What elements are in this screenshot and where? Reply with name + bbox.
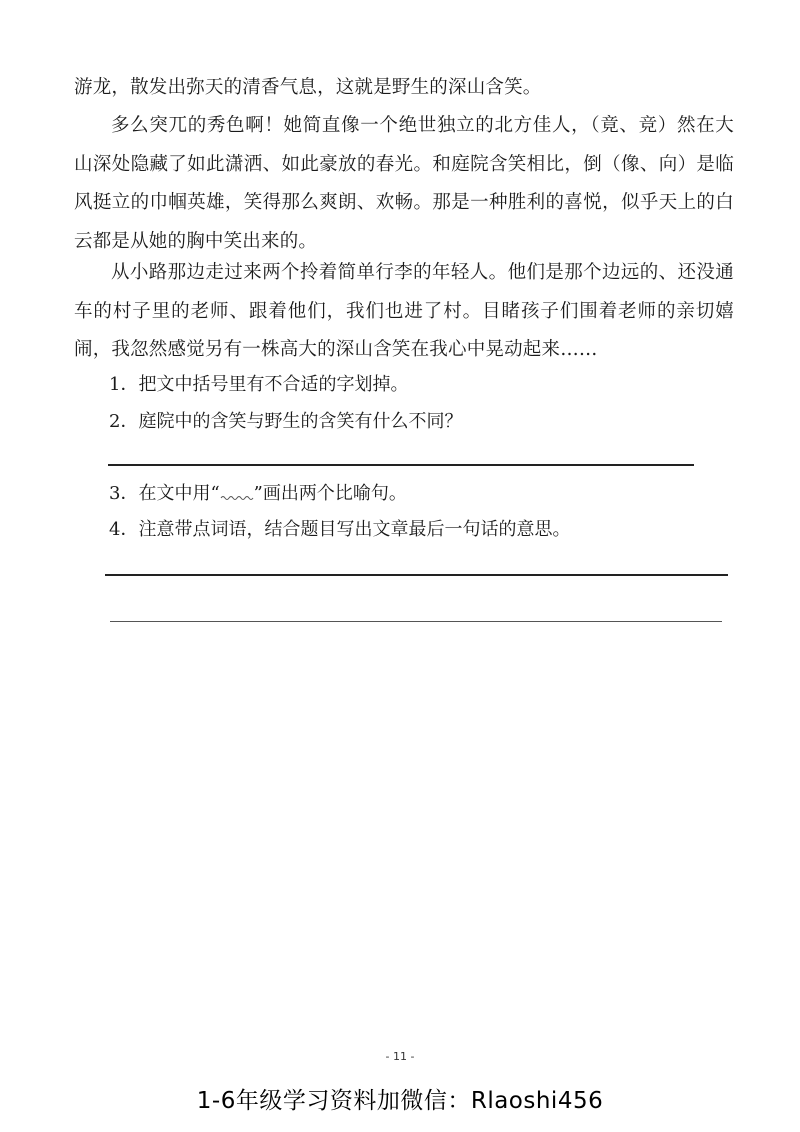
question-3-text-end: ”画出两个比喻句。 [253,483,407,504]
passage-paragraph-3: 从小路那边走过来两个拎着简单行李的年轻人。他们是那个边远的、还没通车的村子里的老师、跟着他们，我们也进了村。目睹孩子们围着老师的亲切嬉闹，我忽然感觉另有一株高大的深山含笑在我心中晃动起来…… [74,262,734,360]
passage-paragraph-2: 多么突兀的秀色啊！她简直像一个绝世独立的北方佳人，（竟、竞）然在大山深处隐藏了如此潇洒、如此豪放的春光。和庭院含笑相比，倒（像、向）是临风挺立的巾帼英雄，笑得那么爽朗、欢畅。那是一种胜利的喜悦，似乎天上的白云都是从她的胸中笑出来的。 [74,115,734,252]
answer-line-question-4-b[interactable] [110,621,722,622]
footer-note: 1-6年级学习资料加微信：Rlaoshi456 [196,1088,604,1114]
question-2: 2．庭院中的含笑与野生的含笑有什么不同？ [109,411,463,432]
question-3-text-start: 3．在文中用“ [109,483,220,504]
passage-paragraph-1: 游龙，散发出弥天的清香气息，这就是野生的深山含笑。 [74,77,542,98]
answer-line-question-2[interactable] [108,464,694,466]
page-number: - 11 - [385,1050,415,1063]
question-3 [109,482,407,506]
question-4: 4．注意带点词语，结合题目写出文章最后一句话的意思。 [109,519,571,540]
question-1: 1．把文中括号里有不合适的字划掉。 [109,374,409,395]
wavy-underline-icon [220,485,254,499]
answer-line-question-4-a[interactable] [105,574,728,576]
